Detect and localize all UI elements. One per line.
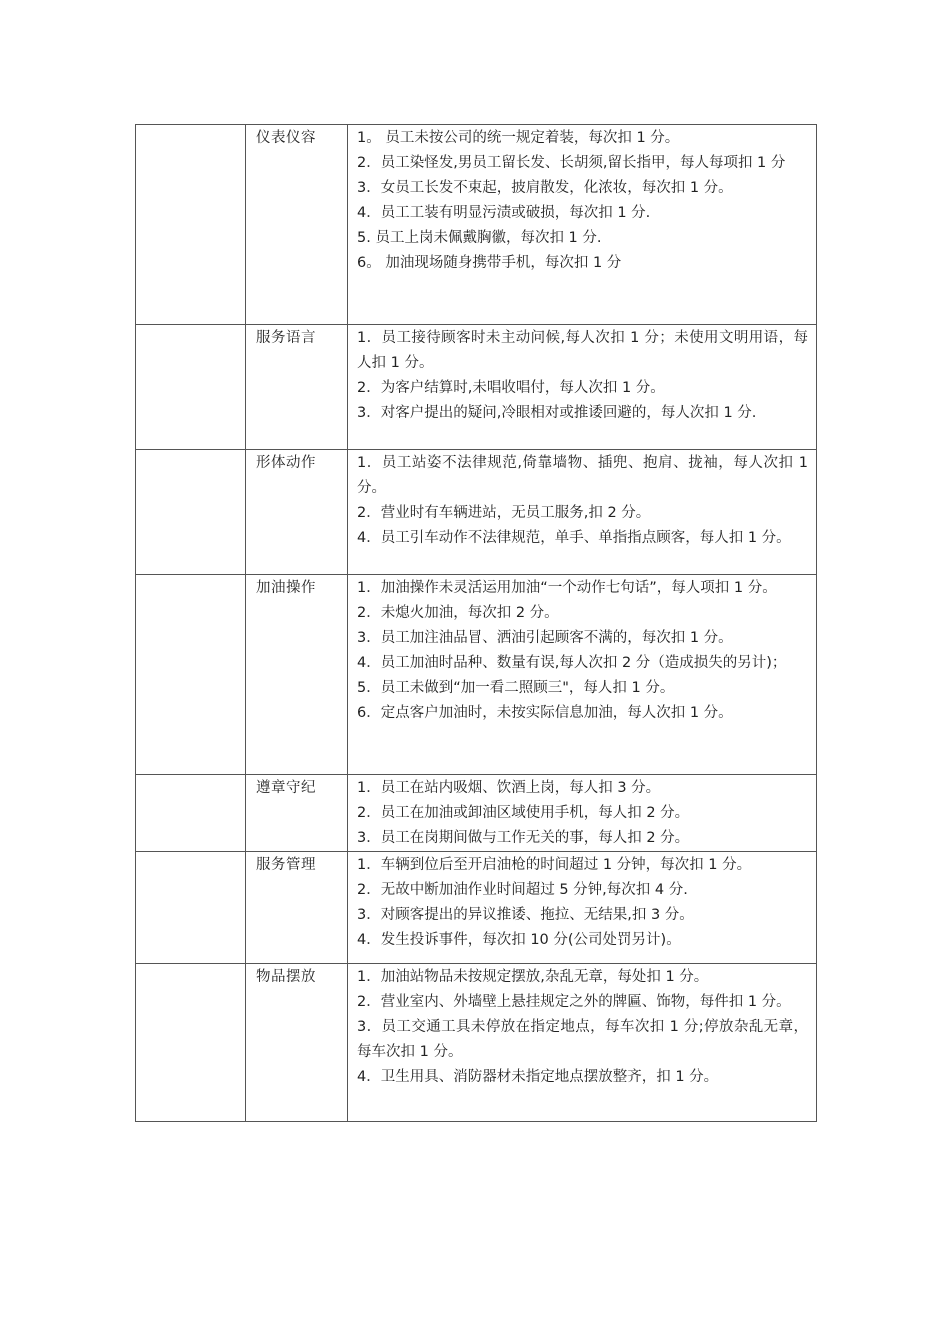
- blank-cell: [136, 775, 246, 852]
- table-body: [136, 125, 817, 1122]
- rule-item: 4．员工加油时品种、数量有误,每人次扣 2 分（造成损失的另计)；: [357, 655, 787, 671]
- blank-cell: [136, 450, 246, 575]
- items-cell: [348, 125, 817, 325]
- rule-item: 6。 加油现场随身携带手机，每次扣 1 分: [357, 255, 622, 271]
- category-cell: 物品摆放: [246, 964, 348, 1122]
- rule-item: 1．加油操作未灵活运用加油“一个动作七句话”，每人项扣 1 分。: [357, 580, 777, 596]
- items-cell: [348, 575, 817, 775]
- items-cell: [348, 325, 817, 450]
- rule-item: 2．为客户结算时,未唱收唱付，每人次扣 1 分。: [357, 380, 665, 396]
- category-cell: 服务管理: [246, 852, 348, 964]
- table-row: [136, 325, 817, 450]
- category-cell: 服务语言: [246, 325, 348, 450]
- items-cell: [348, 450, 817, 575]
- blank-cell: [136, 964, 246, 1122]
- rule-item: 4．员工引车动作不法律规范，单手、单指指点顾客，每人扣 1 分。: [357, 530, 791, 546]
- rule-item: 3．员工交通工具未停放在指定地点，每车次扣 1 分;停放杂乱无章，每车次扣 1 分。: [357, 1019, 808, 1060]
- rule-item: 2．无故中断加油作业时间超过 5 分钟,每次扣 4 分.: [357, 882, 688, 898]
- table-row: [136, 964, 817, 1122]
- table-row: [136, 125, 817, 325]
- rule-item: 2．营业时有车辆进站，无员工服务,扣 2 分。: [357, 505, 651, 521]
- rule-item: 3．员工加注油品冒、洒油引起顾客不满的，每次扣 1 分。: [357, 630, 733, 646]
- rule-item: 2．未熄火加油，每次扣 2 分。: [357, 605, 559, 621]
- table-row: [136, 775, 817, 852]
- table-row: [136, 450, 817, 575]
- rule-item: 4．员工工装有明显污渍或破损，每次扣 1 分.: [357, 205, 651, 221]
- blank-cell: [136, 852, 246, 964]
- items-cell: [348, 852, 817, 964]
- table-row: [136, 575, 817, 775]
- rule-item: 5. 员工上岗未佩戴胸徽，每次扣 1 分.: [357, 230, 602, 246]
- rule-item: 1．员工站姿不法律规范,倚靠墙物、插兜、抱肩、拢袖，每人次扣 1 分。: [357, 455, 808, 496]
- rule-item: 5．员工未做到“加一看二照顾三"，每人扣 1 分。: [357, 680, 675, 696]
- rule-item: 1。 员工未按公司的统一规定着装，每次扣 1 分。: [357, 130, 680, 146]
- category-cell: 遵章守纪: [246, 775, 348, 852]
- rule-item: 6．定点客户加油时，未按实际信息加油，每人次扣 1 分。: [357, 705, 733, 721]
- category-cell: 加油操作: [246, 575, 348, 775]
- rule-item: 3．女员工长发不束起，披肩散发，化浓妆，每次扣 1 分。: [357, 180, 733, 196]
- items-cell: [348, 964, 817, 1122]
- category-cell: 形体动作: [246, 450, 348, 575]
- rule-item: 2．员工在加油或卸油区域使用手机，每人扣 2 分。: [357, 805, 690, 821]
- rule-item: 2．营业室内、外墙壁上悬挂规定之外的牌匾、饰物，每件扣 1 分。: [357, 994, 791, 1010]
- rule-item: 1．加油站物品未按规定摆放,杂乱无章，每处扣 1 分。: [357, 969, 709, 985]
- blank-cell: [136, 575, 246, 775]
- blank-cell: [136, 325, 246, 450]
- rule-item: 4．发生投诉事件，每次扣 10 分(公司处罚另计)。: [357, 932, 681, 948]
- category-cell: 仪表仪容: [246, 125, 348, 325]
- rule-item: 3．员工在岗期间做与工作无关的事，每人扣 2 分。: [357, 830, 690, 846]
- rule-item: 2．员工染怪发,男员工留长发、长胡须,留长指甲，每人每项扣 1 分: [357, 155, 786, 171]
- table-row: [136, 852, 817, 964]
- rule-item: 1．员工在站内吸烟、饮酒上岗，每人扣 3 分。: [357, 780, 661, 796]
- rule-item: 1．员工接待顾客时未主动问候,每人次扣 1 分；未使用文明用语，每人扣 1 分。: [357, 330, 808, 371]
- blank-cell: [136, 125, 246, 325]
- rule-item: 1．车辆到位后至开启油枪的时间超过 1 分钟，每次扣 1 分。: [357, 857, 752, 873]
- rule-item: 4．卫生用具、消防器材未指定地点摆放整齐，扣 1 分。: [357, 1069, 719, 1085]
- rule-item: 3．对客户提出的疑问,冷眼相对或推诿回避的，每人次扣 1 分.: [357, 405, 757, 421]
- rule-item: 3．对顾客提出的异议推诿、拖拉、无结果,扣 3 分。: [357, 907, 694, 923]
- deduction-rules-table: [135, 124, 817, 1122]
- items-cell: [348, 775, 817, 852]
